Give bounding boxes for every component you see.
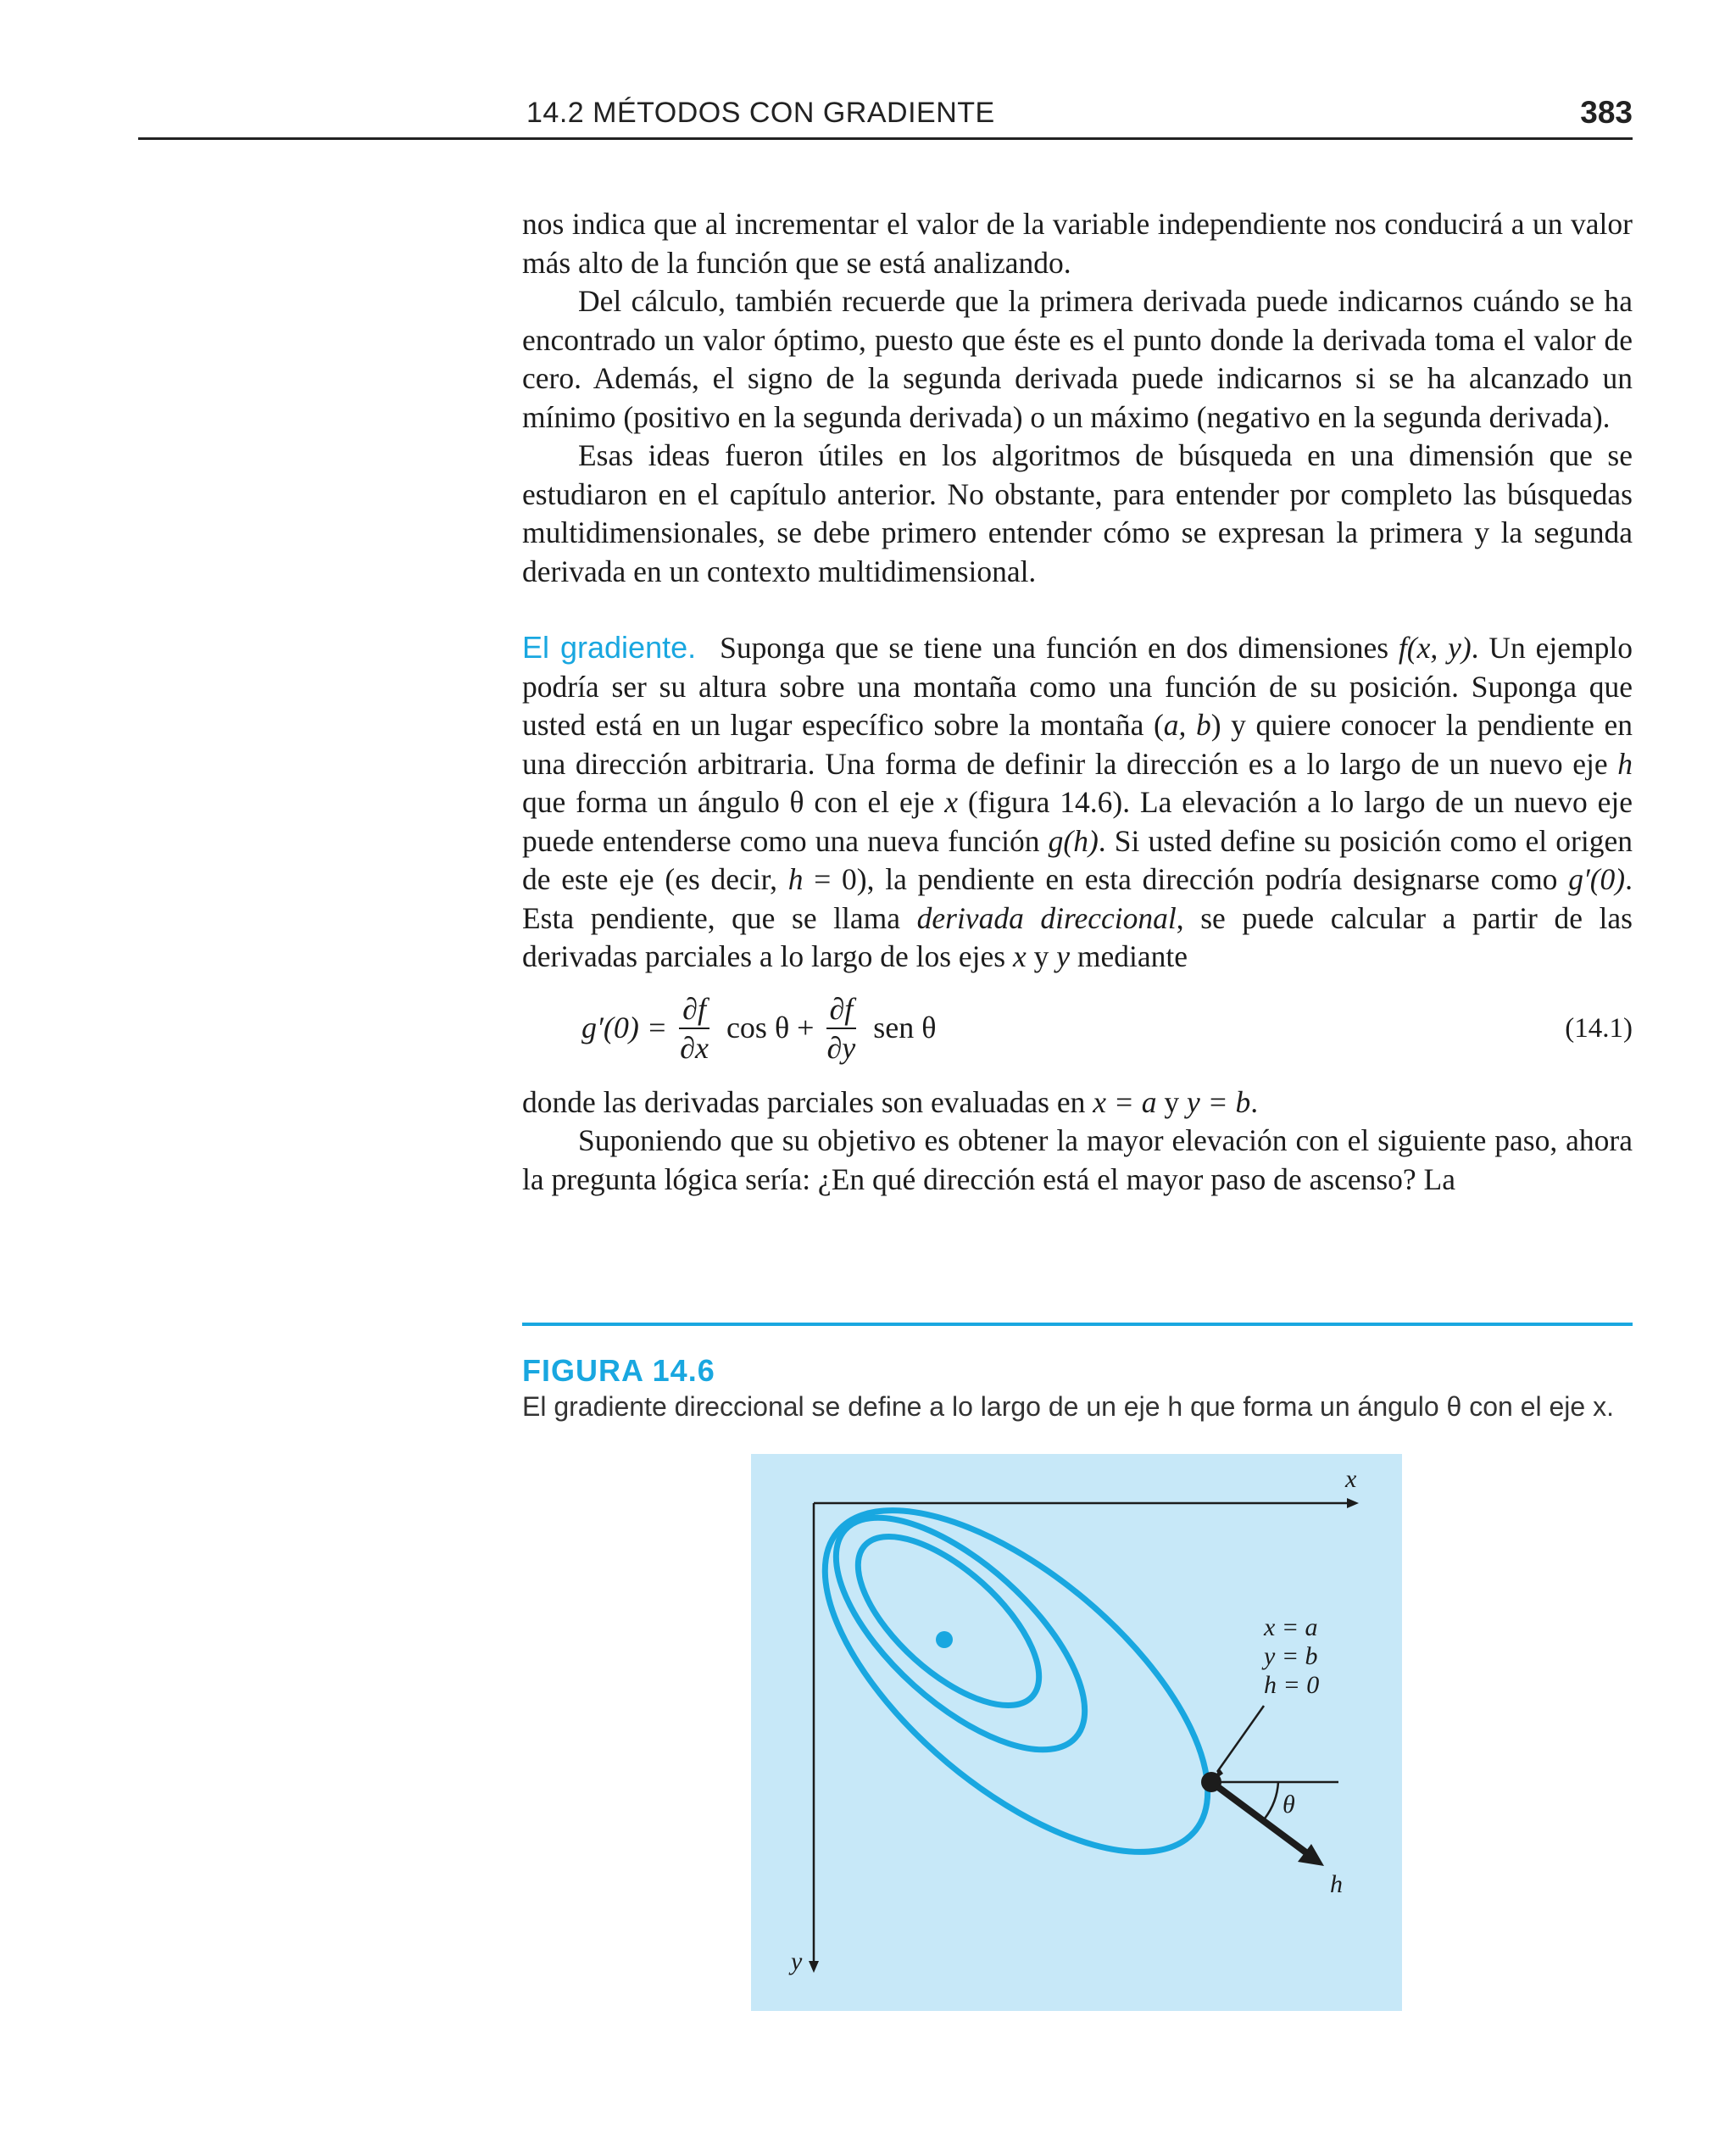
paragraph-gradient: El gradiente. Suponga que se tiene una función en dos dimensiones f(x, y). Un ejemplo podría ser su altura sobre una montaña como una función de su posición. Suponga que usted está en un lugar específico sobre la montaña (a, b) y quiere conocer la pendiente en una dirección arbitraria. Una forma de definir la dirección es a lo largo de un nuevo eje h que forma un ángulo θ con el eje x (figura 14.6). La elevación a lo largo de un nuevo eje puede entenderse como una nueva función g(h). Si usted define su posición como el origen de este eje (es decir, h = 0), la pendiente en esta dirección podría designarse como g′(0). Esta pendiente, que se llama derivada direccional, se puede calcular a partir de las derivadas parciales a lo largo de los ejes x y y mediante — [522, 630, 1633, 973]
eq-sen: sen θ — [873, 1010, 937, 1044]
contour-diagram — [751, 1454, 1402, 2011]
y-axis-label: y — [791, 1947, 803, 1975]
label-y-equals-b: y = b — [1264, 1642, 1318, 1670]
page-number: 383 — [1580, 95, 1633, 130]
equation-number: (14.1) — [1565, 1012, 1633, 1044]
x-axis-label: x — [1345, 1465, 1357, 1493]
figure-caption: El gradiente direccional se define a lo largo de un eje h que forma un ángulo θ con el eje x. — [522, 1391, 1614, 1422]
label-h-equals-0: h = 0 — [1264, 1671, 1320, 1699]
paragraph-3: Esas ideas fueron útiles en los algoritmos de búsqueda en una dimensión que se estudiaron en el capítulo anterior. No obstante, para entender por completo las búsquedas multidimensionales, se debe primero entender cómo se expresan la primera y la segunda derivada en un contexto multidimensional. — [522, 438, 1633, 588]
paragraph-6: Suponiendo que su objetivo es obtener la mayor elevación con el siguiente paso, ahora la pregunta lógica sería: ¿En qué dirección está el mayor paso de ascenso? La — [522, 1123, 1633, 1196]
point-a-b — [1201, 1772, 1221, 1792]
figure-title: FIGURA 14.6 — [522, 1353, 715, 1388]
fraction-df-dx: $\frac{\partial f}{\partial x}$ — [680, 991, 709, 1065]
eq-cos: cos θ + — [726, 1010, 815, 1044]
eq-lhs: g′(0) = — [581, 1010, 668, 1044]
theta-label: θ — [1283, 1791, 1295, 1819]
body-text — [522, 205, 1633, 1199]
paragraph-5: donde las derivadas parciales son evaluadas en x = a y y = b. — [522, 1084, 1259, 1119]
paragraph-1: nos indica que al incrementar el valor de la variable independiente nos conducirá a un valor más alto de la función que se está analizando. — [522, 207, 1633, 280]
section-title: 14.2 MÉTODOS CON GRADIENTE — [526, 97, 995, 129]
equation-body — [581, 982, 937, 1075]
paragraph-2: Del cálculo, también recuerde que la primera derivada puede indicarnos cuándo se ha encontrado un valor óptimo, puesto que éste es el punto donde la derivada toma el valor de cero. Además, el signo de la segunda derivada puede indicarnos si se ha alcanzado un mínimo (positivo en la segunda derivada) o un máximo (negativo en la segunda derivada). — [522, 284, 1633, 434]
label-x-equals-a: x = a — [1264, 1613, 1318, 1641]
figure-14-6 — [751, 1454, 1402, 2011]
runin-heading: El gradiente. — [522, 630, 697, 665]
equation-14-1 — [522, 982, 1633, 1075]
h-axis-label: h — [1330, 1870, 1343, 1898]
maximum-point — [936, 1631, 953, 1648]
figure-rule — [522, 1323, 1633, 1326]
fraction-df-dy: $\frac{\partial f}{\partial y}$ — [826, 991, 856, 1065]
running-header — [138, 95, 1633, 140]
